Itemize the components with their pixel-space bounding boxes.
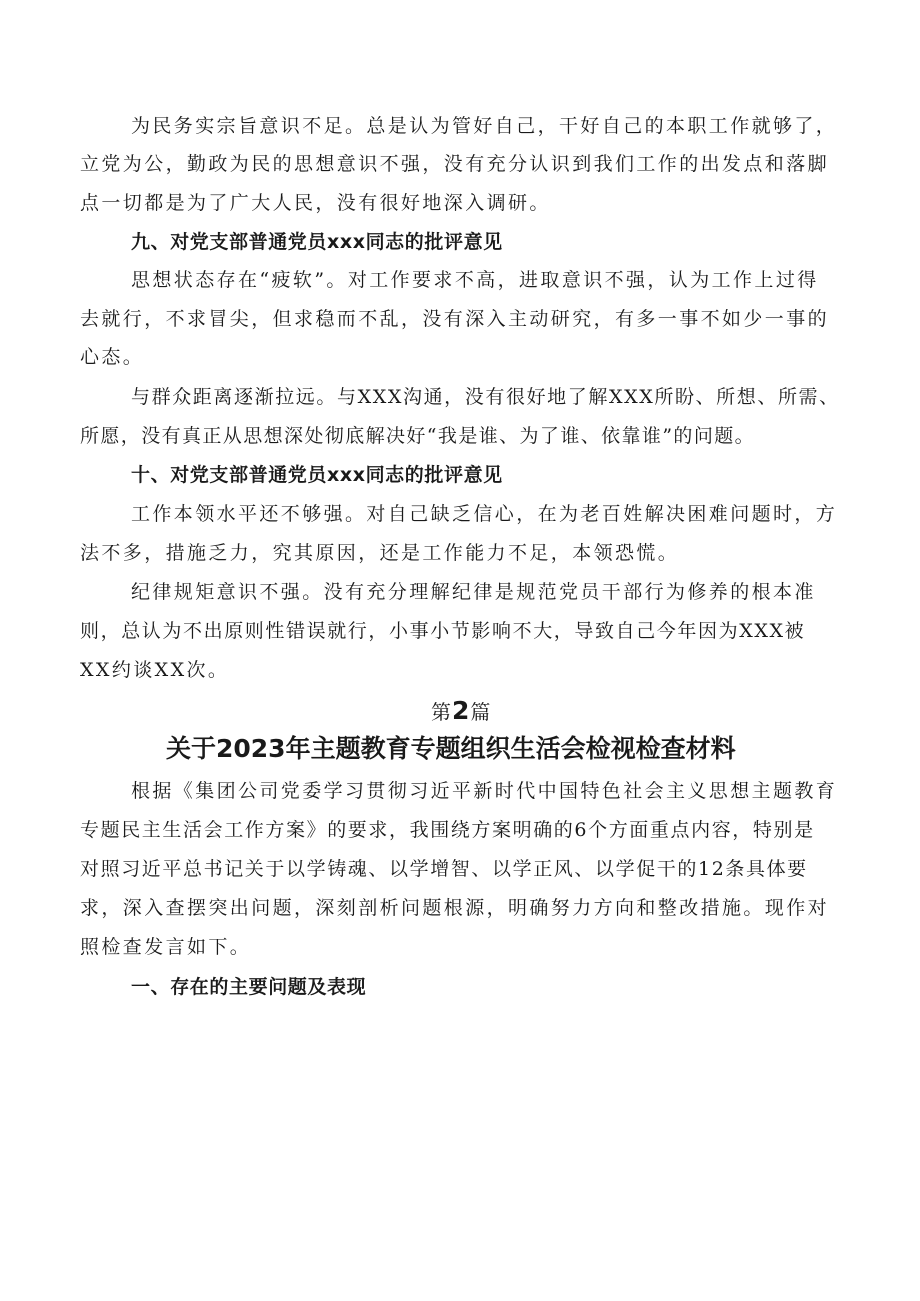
section-heading-one: 一、存在的主要问题及表现 [131, 976, 367, 998]
section-heading-nine: 九、对党支部普通党员xxx同志的批评意见 [131, 231, 503, 253]
section-number: 2 [452, 696, 471, 725]
paragraph-line: 工作本领水平还不够强。对自己缺乏信心，在为老百姓解决困难问题时，方 [131, 503, 838, 525]
paragraph-line: 求，深入查摆突出问题，深刻剖析问题根源，明确努力方向和整改措施。现作对 [80, 897, 830, 919]
paragraph-line: 去就行，不求冒尖，但求稳而不乱，没有深入主动研究，有多一事不如少一事的 [80, 308, 830, 330]
paragraph-line: 心态。 [80, 346, 145, 368]
paragraph-line: 照检查发言如下。 [80, 936, 252, 958]
paragraph-line: 点一切都是为了广大人民，没有很好地深入调研。 [80, 192, 551, 214]
paragraph-line: 与群众距离逐渐拉远。与XXX沟通，没有很好地了解XXX所盼、所想、所需、 [131, 386, 840, 408]
document-title: 关于2023年主题教育专题组织生活会检视检查材料 [166, 734, 736, 763]
section-suffix: 篇 [470, 700, 492, 724]
paragraph-line: 为民务实宗旨意识不足。总是认为管好自己，干好自己的本职工作就够了， [131, 115, 838, 137]
paragraph-line: 所愿，没有真正从思想深处彻底解决好“我是谁、为了谁、依靠谁”的问题。 [80, 425, 756, 447]
paragraph-line: 法不多，措施乏力，究其原因，还是工作能力不足，本领恐慌。 [80, 542, 680, 564]
paragraph-line: 纪律规矩意识不强。没有充分理解纪律是规范党员干部行为修养的根本准 [131, 581, 816, 603]
section-heading-ten: 十、对党支部普通党员xxx同志的批评意见 [131, 464, 503, 486]
paragraph-line: 思想状态存在“疲软”。对工作要求不高，进取意识不强，认为工作上过得 [131, 269, 819, 291]
paragraph-line: XX约谈XX次。 [80, 659, 230, 681]
paragraph-line: 专题民主生活会工作方案》的要求，我围绕方案明确的6个方面重点内容，特别是 [80, 819, 815, 841]
paragraph-line: 对照习近平总书记关于以学铸魂、以学增智、以学正风、以学促干的12条具体要 [80, 858, 808, 880]
section-number-label [431, 697, 491, 726]
section-prefix: 第 [431, 700, 452, 724]
paragraph-line: 则，总认为不出原则性错误就行，小事小节影响不大，导致自己今年因为XXX被 [80, 620, 806, 642]
paragraph-line: 立党为公，勤政为民的思想意识不强，没有充分认识到我们工作的出发点和落脚 [80, 153, 830, 175]
paragraph-line: 根据《集团公司党委学习贯彻习近平新时代中国特色社会主义思想主题教育 [131, 780, 838, 802]
